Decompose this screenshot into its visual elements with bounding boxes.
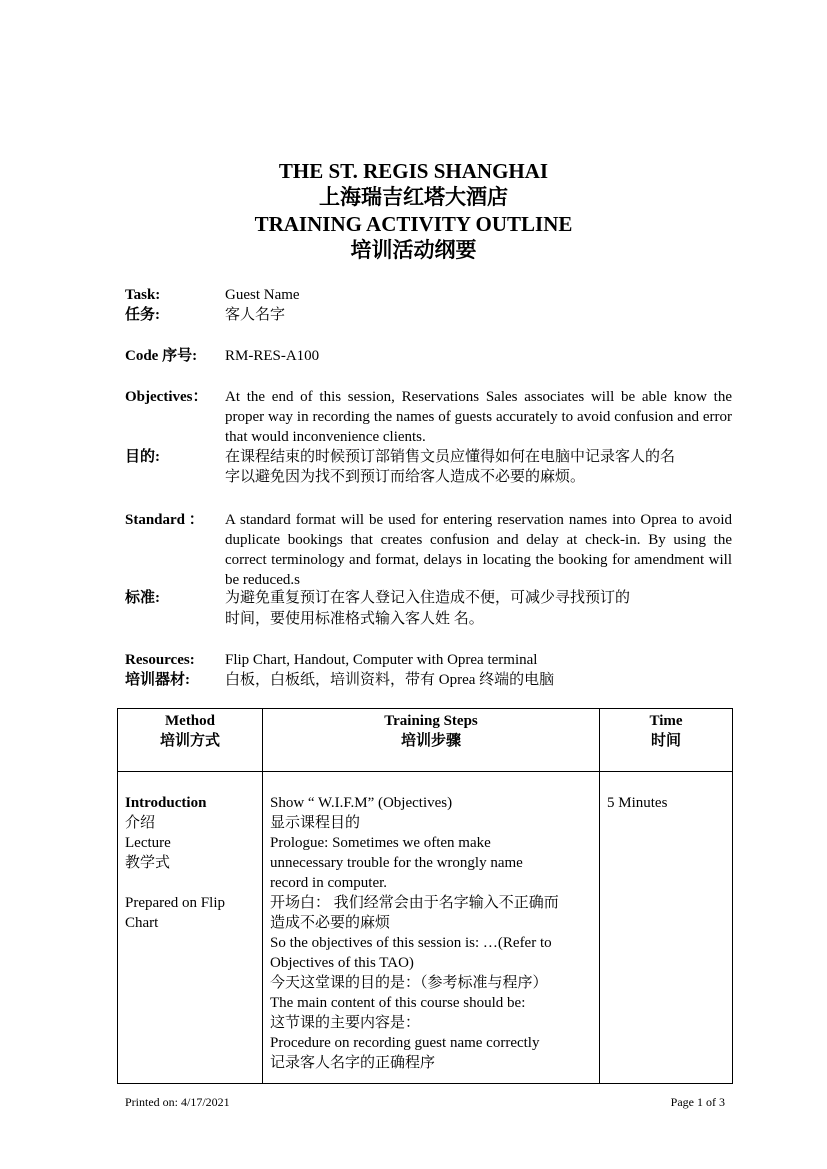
step-line: 这节课的主要内容是： — [270, 1015, 421, 1031]
method-line: Lecture — [125, 835, 171, 851]
standard-text: A standard format will be used for entering reservation names into Oprea to avoid duplicate bookings that creates confusion and delay at check-in. By using the correct terminology and format, delays in locating the booking for amendment will be reduced.s — [225, 512, 732, 588]
standard-text-cn-1: 为避免重复预订在客人登记入住造成不便，可减少寻找预订的 — [225, 590, 631, 606]
step-line: Procedure on recording guest name correctly — [270, 1035, 540, 1051]
method-cell — [118, 772, 263, 1084]
method-line: 教学式 — [125, 855, 171, 871]
resources-value: Flip Chart, Handout, Computer with Oprea terminal — [225, 652, 538, 668]
objectives-text-cn-2: 字以避免因为找不到预订而给客人造成不必要的麻烦。 — [225, 469, 586, 485]
table-row — [118, 772, 733, 1084]
header-steps-en: Training Steps — [384, 713, 478, 729]
resources-label-cn: 培训器材: — [125, 672, 190, 688]
resources-label: Resources: — [125, 652, 195, 668]
header-method — [118, 709, 263, 772]
step-line: 显示课程目的 — [270, 815, 361, 831]
step-line: The main content of this course should be: — [270, 995, 526, 1011]
step-line: 开场白： 我们经常会由于名字输入不正确而 — [270, 895, 559, 911]
header-method-cn: 培训方式 — [159, 733, 220, 749]
standard-text-cn-2: 时间，要使用标准格式输入客人姓 名。 — [225, 611, 484, 627]
objectives-text: At the end of this session, Reservations Sales associates will be able know the proper way in recording the names of guests accurately to avoid confusion and error that would inconvenience clients. — [225, 389, 732, 445]
method-note: Prepared on Flip — [125, 895, 225, 911]
header-method-en: Method — [165, 713, 215, 729]
hotel-name-en: THE ST. REGIS SHANGHAI — [278, 159, 549, 183]
task-label: Task: — [125, 287, 161, 303]
standard-label-cn: 标准: — [125, 590, 160, 606]
hotel-name-cn: 上海瑞吉红塔大酒店 — [319, 185, 508, 209]
time-value: 5 Minutes — [607, 795, 668, 811]
step-line: 今天这堂课的目的是：（参考标准与程序） — [270, 975, 548, 991]
header-training-steps — [263, 709, 600, 772]
standard-label: Standard ： — [125, 512, 204, 528]
header-time-en: Time — [649, 713, 683, 729]
steps-cell — [263, 772, 600, 1084]
step-line: So the objectives of this session is: …(Refer to — [270, 935, 552, 951]
header-time-cn: 时间 — [650, 733, 681, 749]
header-time — [600, 709, 733, 772]
task-label-cn: 任务: — [125, 307, 160, 323]
objectives-label-cn: 目的: — [125, 449, 160, 465]
objectives-label: Objectives： — [125, 389, 208, 405]
document-title-cn: 培训活动纲要 — [350, 238, 477, 262]
method-line: 介绍 — [125, 815, 156, 831]
task-value: Guest Name — [225, 287, 300, 303]
method-title: Introduction — [125, 795, 207, 811]
resources-value-cn: 白板，白板纸，培训资料，带有 Oprea 终端的电脑 — [225, 672, 555, 688]
training-steps-table — [117, 708, 733, 1084]
step-line: Prologue: Sometimes we often make — [270, 835, 491, 851]
method-note: Chart — [125, 915, 159, 931]
step-line: Show “ W.I.F.M” (Objectives) — [270, 795, 453, 811]
printed-date: Printed on: 4/17/2021 — [125, 1095, 230, 1109]
page-number: Page 1 of 3 — [670, 1095, 725, 1109]
document-title-en: TRAINING ACTIVITY OUTLINE — [254, 212, 573, 236]
task-value-cn: 客人名字 — [225, 307, 286, 323]
time-cell — [600, 772, 733, 1084]
code-label: Code 序号: — [125, 348, 198, 364]
step-line: unnecessary trouble for the wrongly name — [270, 855, 523, 871]
objectives-text-cn-1: 在课程结束的时候预订部销售文员应懂得如何在电脑中记录客人的名 — [225, 449, 676, 465]
header-steps-cn: 培训步骤 — [400, 733, 461, 749]
table-header-row — [118, 709, 733, 772]
step-line: 造成不必要的麻烦 — [270, 915, 391, 931]
code-value: RM-RES-A100 — [225, 348, 320, 364]
step-line: Objectives of this TAO) — [270, 955, 414, 971]
step-line: 记录客人名字的正确程序 — [270, 1055, 436, 1071]
step-line: record in computer. — [270, 875, 388, 891]
